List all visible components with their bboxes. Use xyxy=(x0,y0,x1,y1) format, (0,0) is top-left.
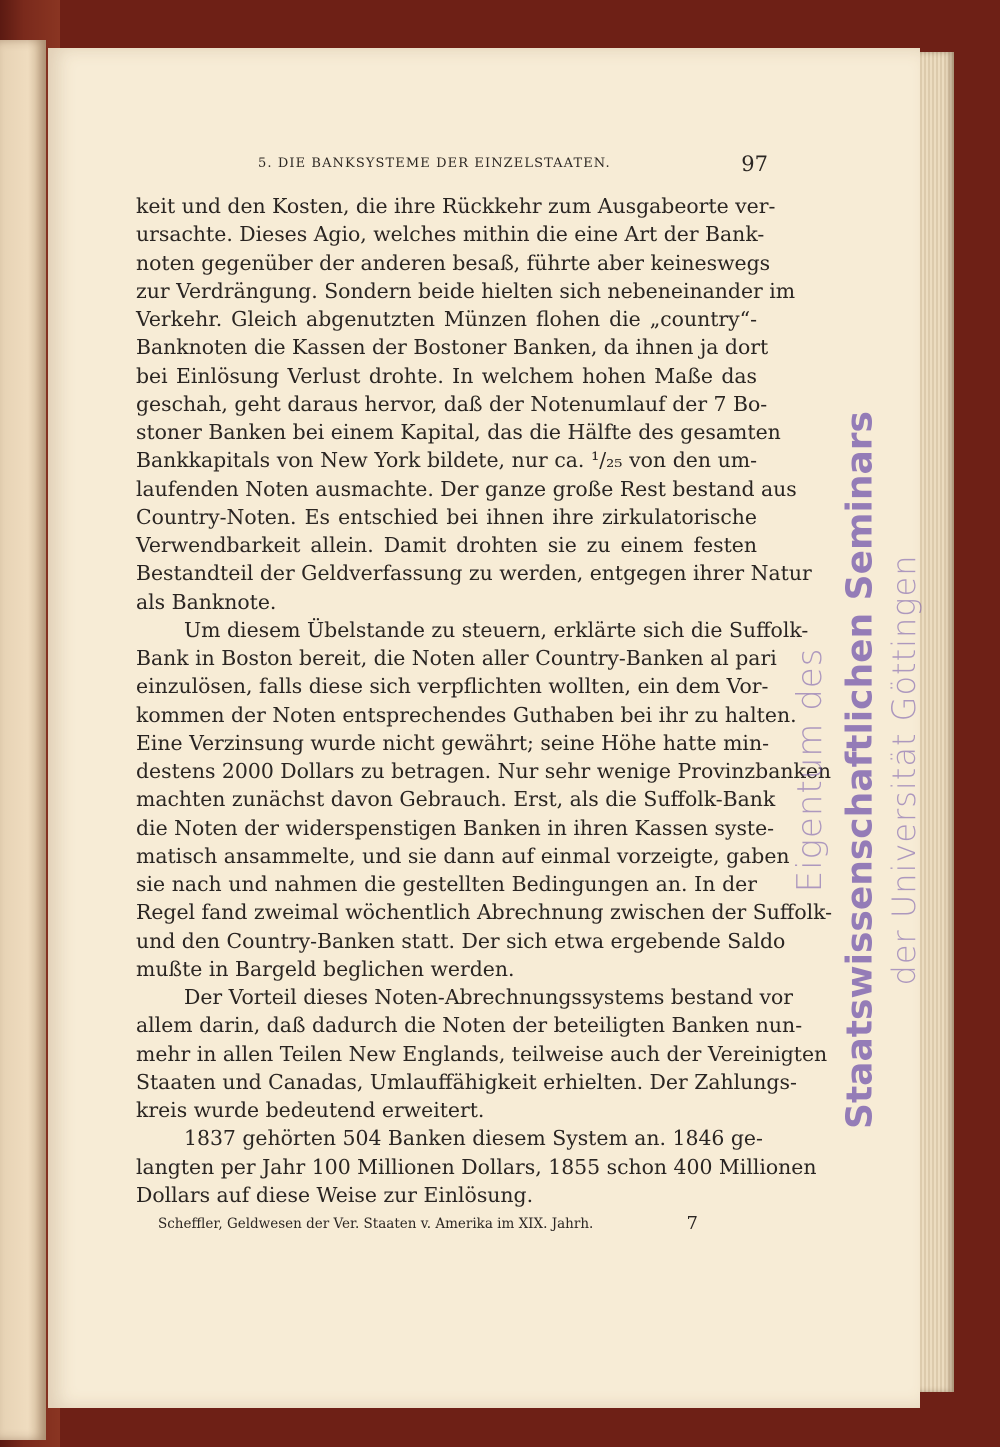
text-line: Der Vorteil dieses Noten-Abrechnungssystems bestand vor xyxy=(184,985,794,1009)
text-line: einzulösen, falls diese sich verpflichten wollten, ein dem Vor- xyxy=(136,674,769,699)
text-line: destens 2000 Dollars zu betragen. Nur sehr wenige Provinzbanken xyxy=(136,759,832,783)
text-line: Banknoten die Kassen der Bostoner Banken, da ihnen ja dort xyxy=(136,335,769,360)
text-line: kreis wurde bedeutend erweitert. xyxy=(136,1098,485,1122)
text-line: Verwendbarkeit allein. Damit drohten sie zu einem festen xyxy=(136,533,757,557)
text-line: langten per Jahr 100 Millionen Dollars, 1855 schon 400 Millionen xyxy=(136,1154,817,1179)
text-line: Bank in Boston bereit, die Noten aller Country-Banken al pari xyxy=(136,646,777,670)
text-line: Country-Noten. Es entschied bei ihnen ihre zirkulatorische xyxy=(136,504,757,529)
text-line: keit und den Kosten, die ihre Rückkehr zum Ausgabeorte ver- xyxy=(136,194,776,218)
text-line: Staaten und Canadas, Umlauffähigkeit erhielten. Der Zahlungs- xyxy=(136,1069,797,1094)
text-line: Bestandteil der Geldverfassung zu werden, entgegen ihrer Natur xyxy=(136,561,812,586)
text-line: zur Verdrängung. Sondern beide hielten sich nebeneinander im xyxy=(136,278,796,303)
stamp-line-3: der Universität Göttingen xyxy=(885,554,923,986)
stamp-line-1: Eigentum des xyxy=(790,647,830,893)
stamp-line-2: Staatswissenschaftlichen Seminars xyxy=(839,411,881,1129)
text-line: Eine Verzinsung wurde nicht gewährt; seine Höhe hatte min- xyxy=(136,730,769,755)
text-line: Bankkapitals von New York bildete, nur ca. ¹/₂₅ von den um- xyxy=(136,448,757,473)
page-number: 97 xyxy=(741,152,768,176)
text-line: mehr in allen Teilen New Englands, teilweise auch der Vereinigten xyxy=(136,1041,828,1066)
text-line: noten gegenüber der anderen besaß, führte aber keineswegs xyxy=(136,250,771,275)
text-line: machten zunächst davon Gebrauch. Erst, als die Suffolk-Bank xyxy=(136,787,776,812)
text-line: kommen der Noten entsprechendes Guthaben bei ihr zu halten. xyxy=(136,702,797,727)
text-line: matisch ansammelte, und sie dann auf einmal vorzeigte, gaben xyxy=(136,843,790,868)
text-line: und den Country-Banken statt. Der sich etwa ergebende Saldo xyxy=(136,928,786,953)
text-line: die Noten der widerspenstigen Banken in ihren Kassen syste- xyxy=(136,815,775,840)
text-line: geschah, geht daraus hervor, daß der Notenumlauf der 7 Bo- xyxy=(136,391,768,416)
running-head-title: 5. DIE BANKSYSTEME DER EINZELSTAATEN. xyxy=(258,156,611,171)
text-line: bei Einlösung Verlust drohte. In welchem hohen Maße das xyxy=(136,363,757,388)
text-line: Regel fand zweimal wöchentlich Abrechnung zwischen der Suffolk- xyxy=(136,900,833,925)
previous-page-edge xyxy=(0,40,46,1440)
footer-source: Scheffler, Geldwesen der Ver. Staaten v. Amerika im XIX. Jahrh. xyxy=(158,1216,594,1232)
text-line: als Banknote. xyxy=(136,589,277,614)
text-line: 1837 gehörten 504 Banken diesem System an. 1846 ge- xyxy=(184,1126,763,1151)
text-line: allem darin, daß dadurch die Noten der beteiligten Banken nun- xyxy=(136,1013,803,1038)
text-line: Um diesem Übelstande zu steuern, erklärte sich die Suffolk- xyxy=(184,617,809,642)
text-line: Verkehr. Gleich abgenutzten Münzen flohen die „country“- xyxy=(136,307,757,331)
sheet-signature: 7 xyxy=(686,1213,698,1234)
text-line: Dollars auf diese Weise zur Einlösung. xyxy=(136,1182,534,1207)
text-line: mußte in Bargeld beglichen werden. xyxy=(136,956,515,981)
text-line: sie nach und nahmen die gestellten Bedingungen an. In der xyxy=(136,872,757,896)
text-line: laufenden Noten ausmachte. Der ganze große Rest bestand aus xyxy=(136,476,797,501)
text-line: stoner Banken bei einem Kapital, das die Hälfte des gesamten xyxy=(136,420,781,444)
text-line: ursachte. Dieses Agio, welches mithin die eine Art der Bank- xyxy=(136,222,765,247)
